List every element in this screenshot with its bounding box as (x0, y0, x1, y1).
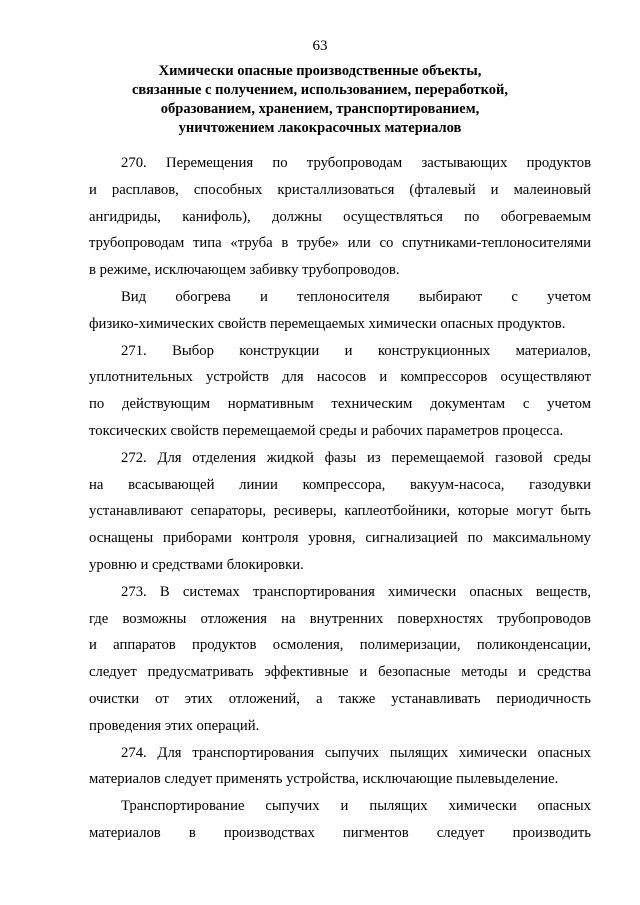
section-heading (120, 62, 520, 138)
text-line: оснащены приборами контроля уровня, сигнализацией по максимальному (89, 530, 591, 547)
text-line: 273. В системах транспортирования химически опасных веществ, (121, 583, 591, 600)
text-line: Вид обогрева и теплоносителя выбирают с учетом (121, 288, 591, 305)
text-line: и аппаратов продуктов осмоления, полимеризации, поликонденсации, (89, 637, 591, 654)
text-line: на всасывающей линии компрессора, вакуум-насоса, газодувки (89, 476, 591, 493)
page-number: 63 (312, 38, 328, 54)
text-line: и расплавов, способных кристаллизоваться (фталевый и малеиновый (89, 181, 591, 198)
text-line: очистки от этих отложений, а также устанавливать периодичность (89, 690, 591, 707)
text-line: 272. Для отделения жидкой фазы из перемещаемой газовой среды (121, 449, 591, 466)
text-line: проведения этих операций. (89, 717, 260, 734)
paragraph-pigments (89, 793, 591, 847)
paragraph-272 (89, 445, 591, 579)
text-line: уплотнительных устройств для насосов и компрессоров осуществляют (89, 369, 591, 386)
text-line: 271. Выбор конструкции и конструкционных материалов, (121, 342, 591, 359)
heading-line: связанные с получением, использованием, переработкой, (131, 82, 509, 98)
body-text (89, 150, 591, 847)
text-line: уровню и средствами блокировки. (89, 556, 304, 573)
text-line: материалов в производствах пигментов следует производить (89, 824, 591, 841)
paragraph-274 (89, 740, 591, 794)
heading-line: уничтожением лакокрасочных материалов (178, 120, 462, 136)
paragraph-270 (89, 150, 591, 284)
heading-line: образованием, хранением, транспортированием, (160, 101, 480, 117)
text-line: где возможны отложения на внутренних поверхностях трубопроводов (89, 610, 591, 627)
heading-line: Химически опасные производственные объекты, (158, 63, 482, 79)
text-line: в режиме, исключающем забивку трубопроводов. (89, 262, 400, 279)
text-line: устанавливают сепараторы, ресиверы, каплеотбойники, которые могут быть (89, 503, 591, 520)
text-line: токсических свойств перемещаемой среды и рабочих параметров процесса. (89, 422, 564, 439)
paragraph-heating (89, 284, 591, 338)
text-line: 270. Перемещения по трубопроводам застывающих продуктов (121, 155, 591, 171)
text-line: 274. Для транспортирования сыпучих пылящих химически опасных (121, 744, 591, 761)
paragraph-271 (89, 338, 591, 445)
text-line: ангидриды, канифоль), должны осуществляться по обогреваемым (89, 208, 591, 225)
text-line: по действующим нормативным техническим документам с учетом (89, 396, 591, 413)
text-line: Транспортирование сыпучих и пылящих химически опасных (121, 798, 591, 815)
text-line: материалов следует применять устройства, исключающие пылевыделение. (89, 771, 559, 788)
text-line: физико-химических свойств перемещаемых химически опасных продуктов. (89, 315, 566, 332)
text-line: следует предусматривать эффективные и безопасные методы и средства (89, 664, 591, 681)
text-line: трубопроводам типа «труба в трубе» или со спутниками-теплоносителями (89, 235, 591, 252)
paragraph-273 (89, 579, 591, 740)
